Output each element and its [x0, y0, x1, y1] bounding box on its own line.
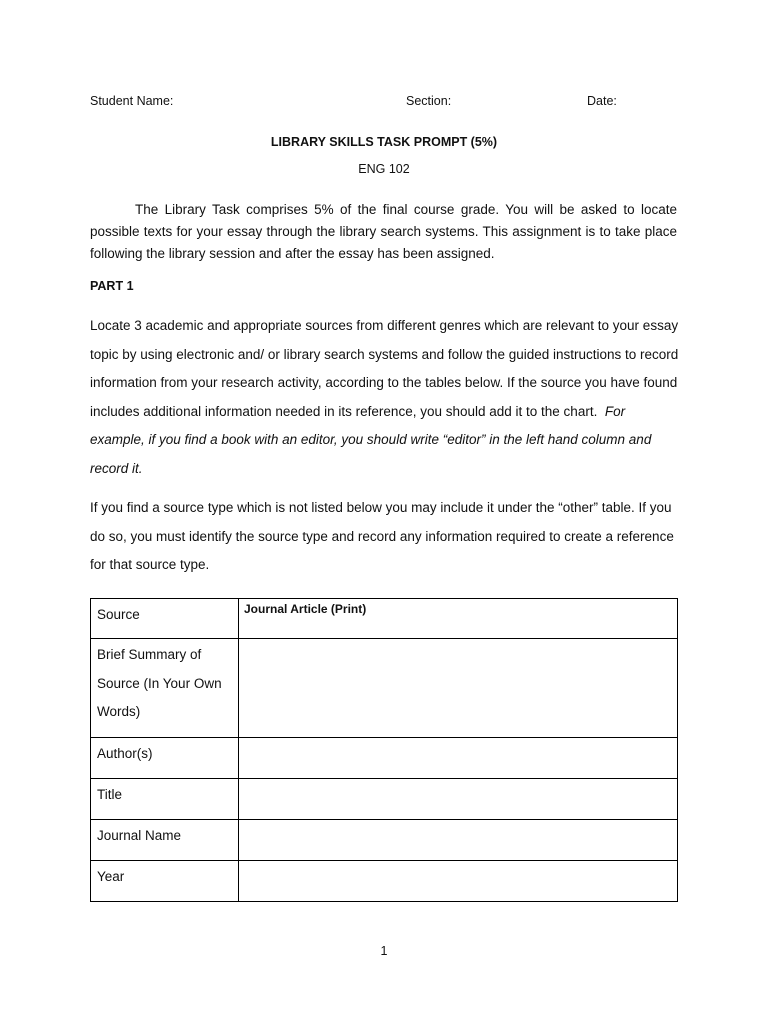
- table-row: [91, 820, 678, 861]
- source-type-value: Journal Article (Print): [244, 602, 367, 616]
- row-label-authors: Author(s): [91, 738, 239, 779]
- title-field[interactable]: [239, 779, 678, 820]
- table-row: [91, 738, 678, 779]
- intro-text: The Library Task comprises 5% of the final course grade. You will be asked to locate possible texts for your essay through the library search systems. This assignment is to take place following the library session and after the essay has been assigned.: [90, 202, 677, 261]
- instructions-paragraph: [90, 312, 680, 483]
- row-label-year: Year: [91, 861, 239, 902]
- row-label-source: Source: [91, 599, 239, 639]
- table-row: [91, 779, 678, 820]
- other-sources-paragraph: If you find a source type which is not listed below you may include it under the “other” table. If you do so, you must identify the source type and record any information required to create a reference for that source type.: [90, 500, 674, 572]
- course-code: ENG 102: [358, 162, 410, 176]
- section-label: Section:: [406, 94, 452, 108]
- table-row: [91, 861, 678, 902]
- instructions-example: For example, if you find a book with an editor, you should write “editor” in the left hand column and record it.: [90, 403, 652, 476]
- instructions-text: Locate 3 academic and appropriate sources from different genres which are relevant to your essay topic by using electronic and/ or library search systems and follow the guided instructions to record information from your research activity, according to the tables below. If the source you have found includes additional information needed in its reference, you should add it to the chart.: [90, 318, 679, 419]
- intro-paragraph: [90, 199, 677, 265]
- row-label-journal-name: Journal Name: [91, 820, 239, 861]
- year-field[interactable]: [239, 861, 678, 902]
- table-row: [91, 639, 678, 738]
- journal-name-field[interactable]: [239, 820, 678, 861]
- row-label-title: Title: [91, 779, 239, 820]
- part-heading: PART 1: [90, 279, 134, 293]
- source-table: [90, 598, 678, 902]
- row-value-source: [239, 599, 678, 639]
- summary-field[interactable]: [239, 639, 678, 738]
- authors-field[interactable]: [239, 738, 678, 779]
- date-label: Date:: [587, 94, 617, 108]
- student-name-label: Student Name:: [90, 94, 174, 108]
- page-number: 1: [380, 944, 388, 958]
- document-title: LIBRARY SKILLS TASK PROMPT (5%): [270, 135, 498, 149]
- table-row: [91, 599, 678, 639]
- row-label-summary: Brief Summary of Source (In Your Own Words): [91, 639, 239, 738]
